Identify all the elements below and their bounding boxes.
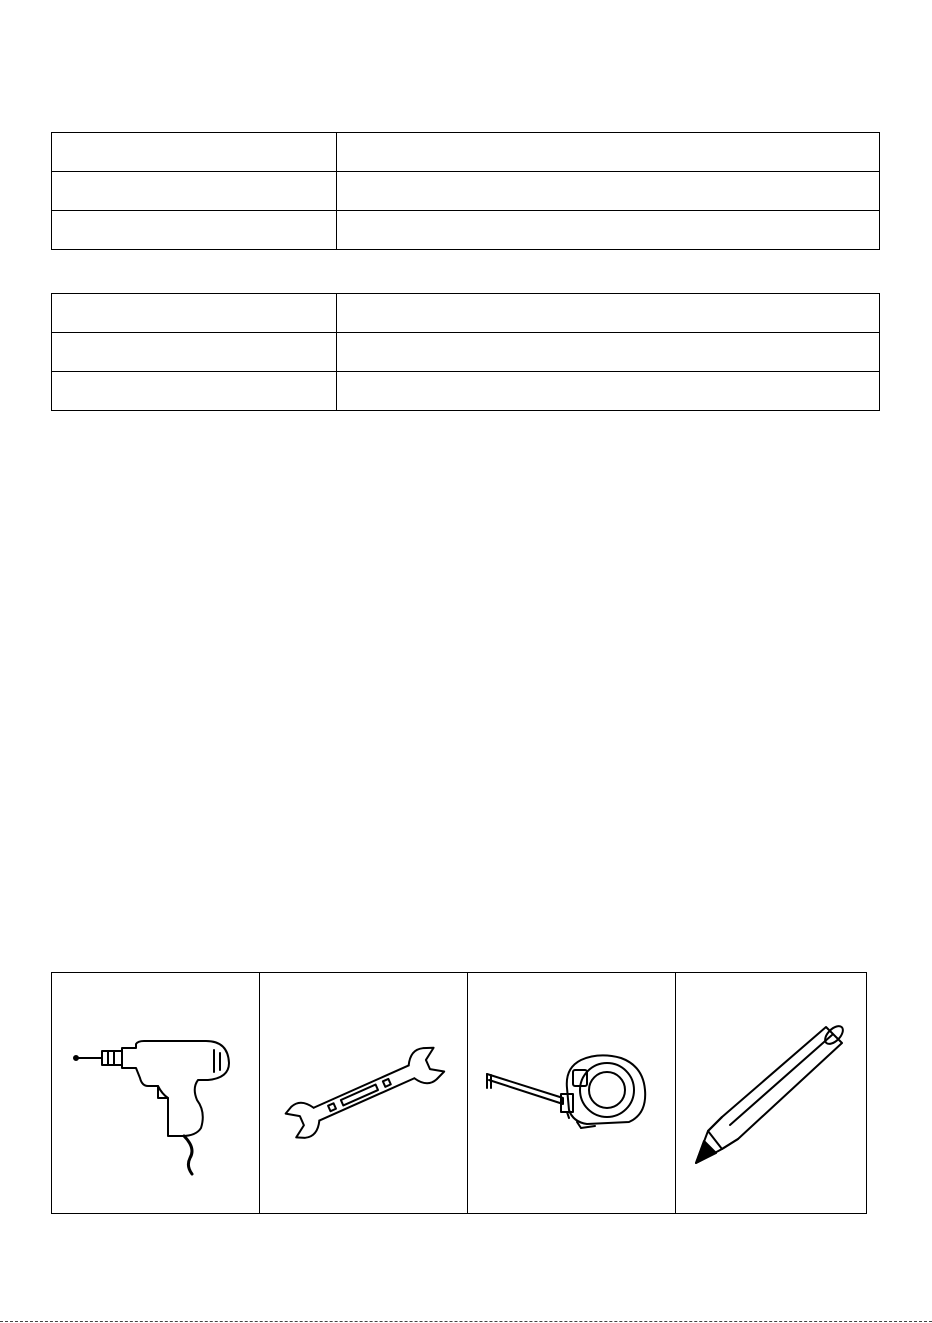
value-cell bbox=[337, 172, 880, 211]
tools-table bbox=[51, 972, 867, 1214]
wrench-icon bbox=[274, 1018, 454, 1168]
label-cell bbox=[52, 333, 337, 372]
tape-measure-icon bbox=[477, 1018, 667, 1168]
form-table-2 bbox=[51, 293, 880, 411]
table-row bbox=[52, 294, 880, 333]
tools-row bbox=[52, 973, 867, 1214]
label-cell bbox=[52, 372, 337, 411]
value-cell bbox=[337, 333, 880, 372]
page-bottom-rule bbox=[0, 1321, 932, 1322]
label-cell bbox=[52, 172, 337, 211]
table-row bbox=[52, 333, 880, 372]
label-cell bbox=[52, 211, 337, 250]
table-row bbox=[52, 211, 880, 250]
value-cell bbox=[337, 372, 880, 411]
pencil-icon bbox=[686, 1013, 856, 1173]
label-cell bbox=[52, 133, 337, 172]
drill-icon bbox=[66, 1008, 246, 1178]
label-cell bbox=[52, 294, 337, 333]
table-row bbox=[52, 172, 880, 211]
value-cell bbox=[337, 294, 880, 333]
tool-cell-drill bbox=[52, 973, 260, 1214]
value-cell bbox=[337, 211, 880, 250]
tool-cell-wrench bbox=[260, 973, 468, 1214]
tool-cell-pencil bbox=[676, 973, 867, 1214]
value-cell bbox=[337, 133, 880, 172]
table-row bbox=[52, 372, 880, 411]
form-table-1 bbox=[51, 132, 880, 250]
table-row bbox=[52, 133, 880, 172]
tool-cell-tape-measure bbox=[468, 973, 676, 1214]
